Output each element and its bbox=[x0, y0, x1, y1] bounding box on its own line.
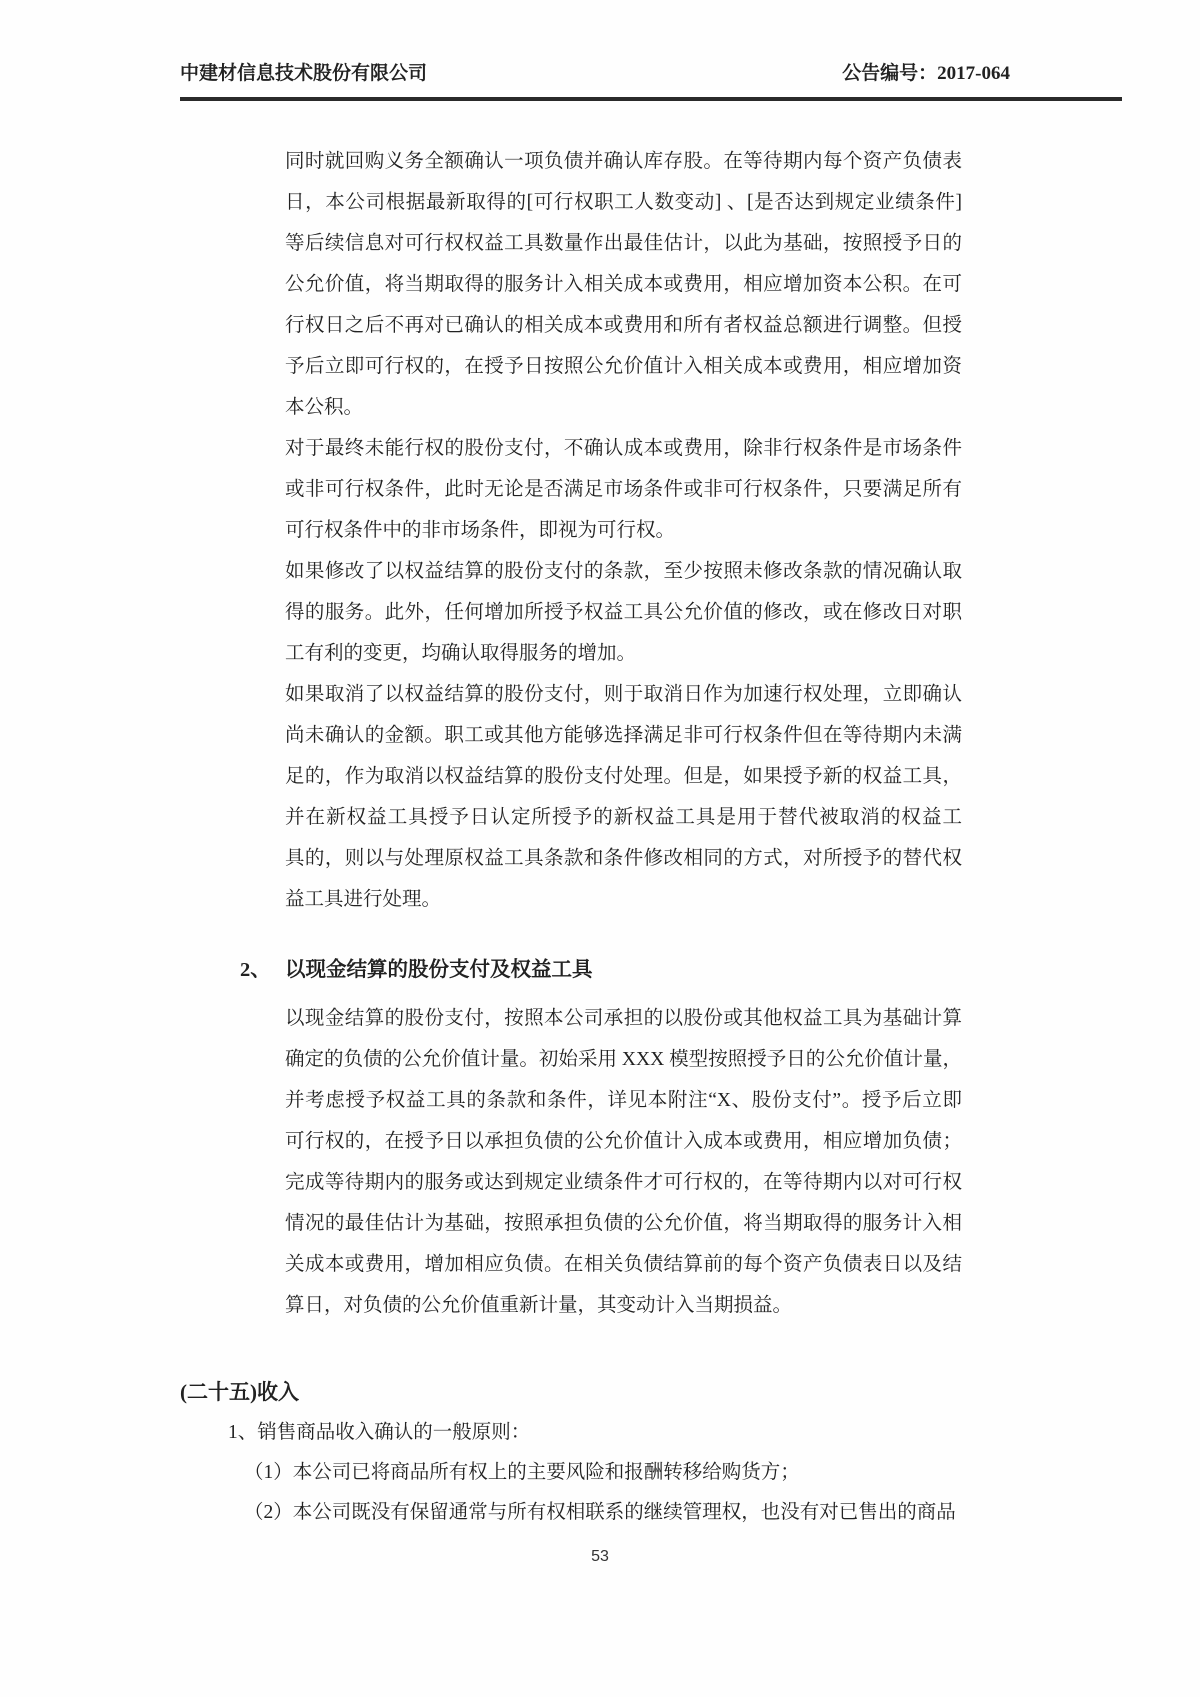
notice-number: 公告编号：2017-064 bbox=[842, 63, 1010, 84]
body-text-block bbox=[285, 141, 962, 920]
paragraph-line: 得的服务。此外，任何增加所授予权益工具公允价值的修改，或在修改日对职 bbox=[285, 602, 962, 623]
body-text-block bbox=[285, 998, 962, 1326]
paragraph-line: 尚未确认的金额。职工或其他方能够选择满足非可行权条件但在等待期内未满 bbox=[285, 725, 962, 746]
paragraph-line: 确定的负债的公允价值计量。初始采用 XXX 模型按照授予日的公允价值计量， bbox=[285, 1049, 962, 1070]
list-item: 1、销售商品收入确认的一般原则： bbox=[228, 1422, 531, 1443]
paragraph-line: 足的，作为取消以权益结算的股份支付处理。但是，如果授予新的权益工具， bbox=[285, 766, 962, 787]
paragraph-line: 并考虑授予权益工具的条款和条件，详见本附注“X、股份支付”。授予后立即 bbox=[285, 1090, 962, 1111]
paragraph-line: 行权日之后不再对已确认的相关成本或费用和所有者权益总额进行调整。但授 bbox=[285, 315, 962, 336]
paragraph-line: 日，本公司根据最新取得的[可行权职工人数变动] 、[是否达到规定业绩条件] bbox=[285, 192, 962, 213]
paragraph-line: 具的，则以与处理原权益工具条款和条件修改相同的方式，对所授予的替代权 bbox=[285, 848, 962, 869]
paragraph-line: 情况的最佳估计为基础，按照承担负债的公允价值，将当期取得的服务计入相 bbox=[285, 1213, 962, 1234]
paragraph bbox=[285, 998, 962, 1326]
paragraph-line: 对于最终未能行权的股份支付，不确认成本或费用，除非行权条件是市场条件 bbox=[285, 438, 962, 459]
section-heading-2 bbox=[240, 950, 593, 991]
paragraph-line: 予后立即可行权的，在授予日按照公允价值计入相关成本或费用，相应增加资 bbox=[285, 356, 962, 377]
company-name: 中建材信息技术股份有限公司 bbox=[180, 63, 428, 84]
paragraph-line: 或非可行权条件，此时无论是否满足市场条件或非可行权条件，只要满足所有 bbox=[285, 479, 962, 500]
section-heading-25: (二十五)收入 bbox=[180, 1380, 299, 1404]
page-header bbox=[180, 58, 1122, 101]
paragraph-line: 以现金结算的股份支付，按照本公司承担的以股份或其他权益工具为基础计算 bbox=[285, 1008, 962, 1029]
paragraph-line: 可行权的，在授予日以承担负债的公允价值计入成本或费用，相应增加负债； bbox=[285, 1131, 962, 1152]
header-row bbox=[180, 58, 1122, 101]
paragraph bbox=[285, 141, 962, 428]
paragraph-line: 公允价值，将当期取得的服务计入相关成本或费用，相应增加资本公积。在可 bbox=[285, 274, 962, 295]
paragraph-line: 可行权条件中的非市场条件，即视为可行权。 bbox=[285, 520, 676, 541]
paragraph bbox=[285, 551, 962, 674]
paragraph-line: 益工具进行处理。 bbox=[285, 889, 442, 910]
list-item: （1）本公司已将商品所有权上的主要风险和报酬转移给购货方； bbox=[244, 1462, 800, 1483]
paragraph-line: 本公积。 bbox=[285, 397, 364, 418]
list-item: （2）本公司既没有保留通常与所有权相联系的继续管理权，也没有对已售出的商品 bbox=[244, 1502, 956, 1523]
heading-number: 2、 bbox=[240, 959, 271, 981]
paragraph bbox=[285, 428, 962, 551]
heading-title: 以现金结算的股份支付及权益工具 bbox=[285, 959, 593, 981]
paragraph-line: 关成本或费用，增加相应负债。在相关负债结算前的每个资产负债表日以及结 bbox=[285, 1254, 962, 1275]
paragraph-line: 算日，对负债的公允价值重新计量，其变动计入当期损益。 bbox=[285, 1295, 793, 1316]
paragraph-line: 同时就回购义务全额确认一项负债并确认库存股。在等待期内每个资产负债表 bbox=[285, 151, 962, 172]
paragraph-line: 并在新权益工具授予日认定所授予的新权益工具是用于替代被取消的权益工 bbox=[285, 807, 962, 828]
paragraph-line: 如果取消了以权益结算的股份支付，则于取消日作为加速行权处理，立即确认 bbox=[285, 684, 962, 705]
paragraph-line: 完成等待期内的服务或达到规定业绩条件才可行权的，在等待期内以对可行权 bbox=[285, 1172, 962, 1193]
paragraph-line: 如果修改了以权益结算的股份支付的条款，至少按照未修改条款的情况确认取 bbox=[285, 561, 962, 582]
paragraph bbox=[285, 674, 962, 920]
paragraph-line: 工有利的变更，均确认取得服务的增加。 bbox=[285, 643, 637, 664]
paragraph-line: 等后续信息对可行权权益工具数量作出最佳估计，以此为基础，按照授予日的 bbox=[285, 233, 962, 254]
page-number: 53 bbox=[591, 1548, 609, 1565]
